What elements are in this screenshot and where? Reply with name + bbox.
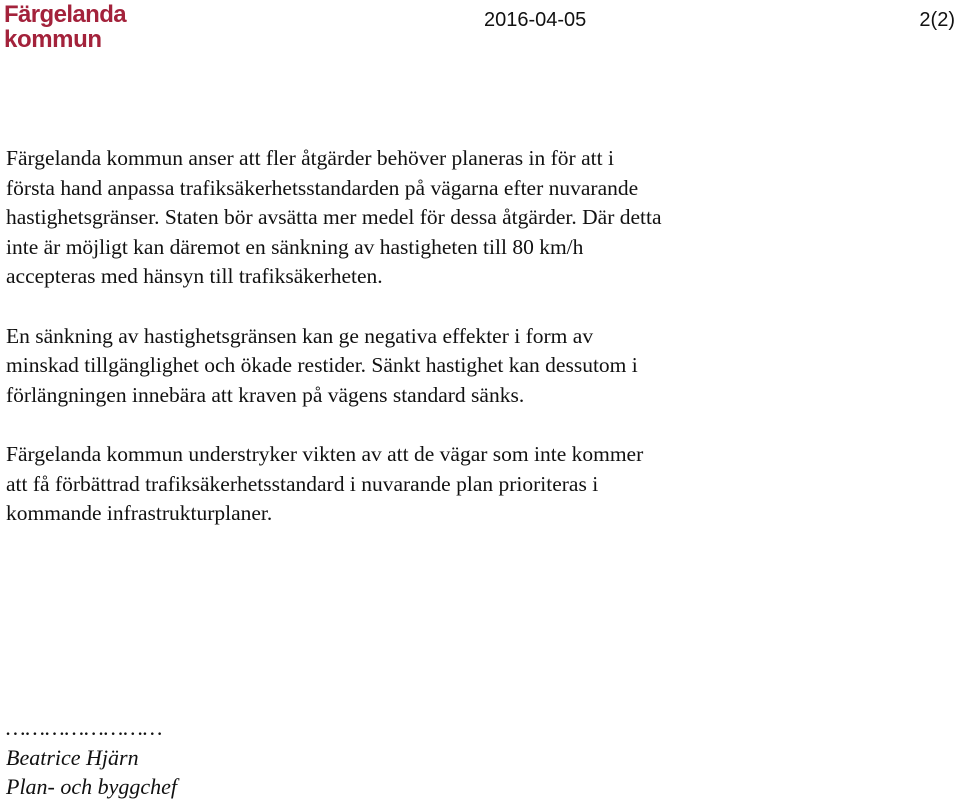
signatory-title: Plan- och byggchef (6, 774, 178, 799)
paragraph-3: Färgelanda kommun understryker vikten av att de vägar som inte kommer att få förbättrad trafiksäkerhetsstandard i nuvarande plan prioriteras i kommande infrastrukturplaner. (6, 442, 644, 525)
municipality-logo (4, 2, 144, 52)
paragraph-2: En sänkning av hastighetsgränsen kan ge negativa effekter i form av minskad tillgänglighet och ökade restider. Sänkt hastighet kan dessutom i förlängningen innebära att kraven på vägens standard sänks. (6, 323, 638, 407)
signatory-name: Beatrice Hjärn (6, 744, 139, 770)
document-date: 2016-04-05 (484, 9, 587, 31)
signature-block (6, 713, 177, 802)
document-body (6, 144, 806, 559)
logo-line2: kommun (4, 26, 102, 53)
logo-line1: Färgelanda (4, 1, 127, 28)
signature-line: …………………… (6, 715, 163, 740)
paragraph-1: Färgelanda kommun anser att fler åtgärder behöver planeras in för att i första hand anpassa trafiksäkerhetsstandarden på vägarna efter nuvarande hastighetsgränser. Staten bör avsätta mer medel för dessa åtgärder. Där detta inte är möjligt kan däremot en sänkning av hastigheten till 80 km/h accepteras med hänsyn till trafiksäkerheten. (6, 146, 662, 288)
page-number: 2(2) (919, 9, 955, 31)
